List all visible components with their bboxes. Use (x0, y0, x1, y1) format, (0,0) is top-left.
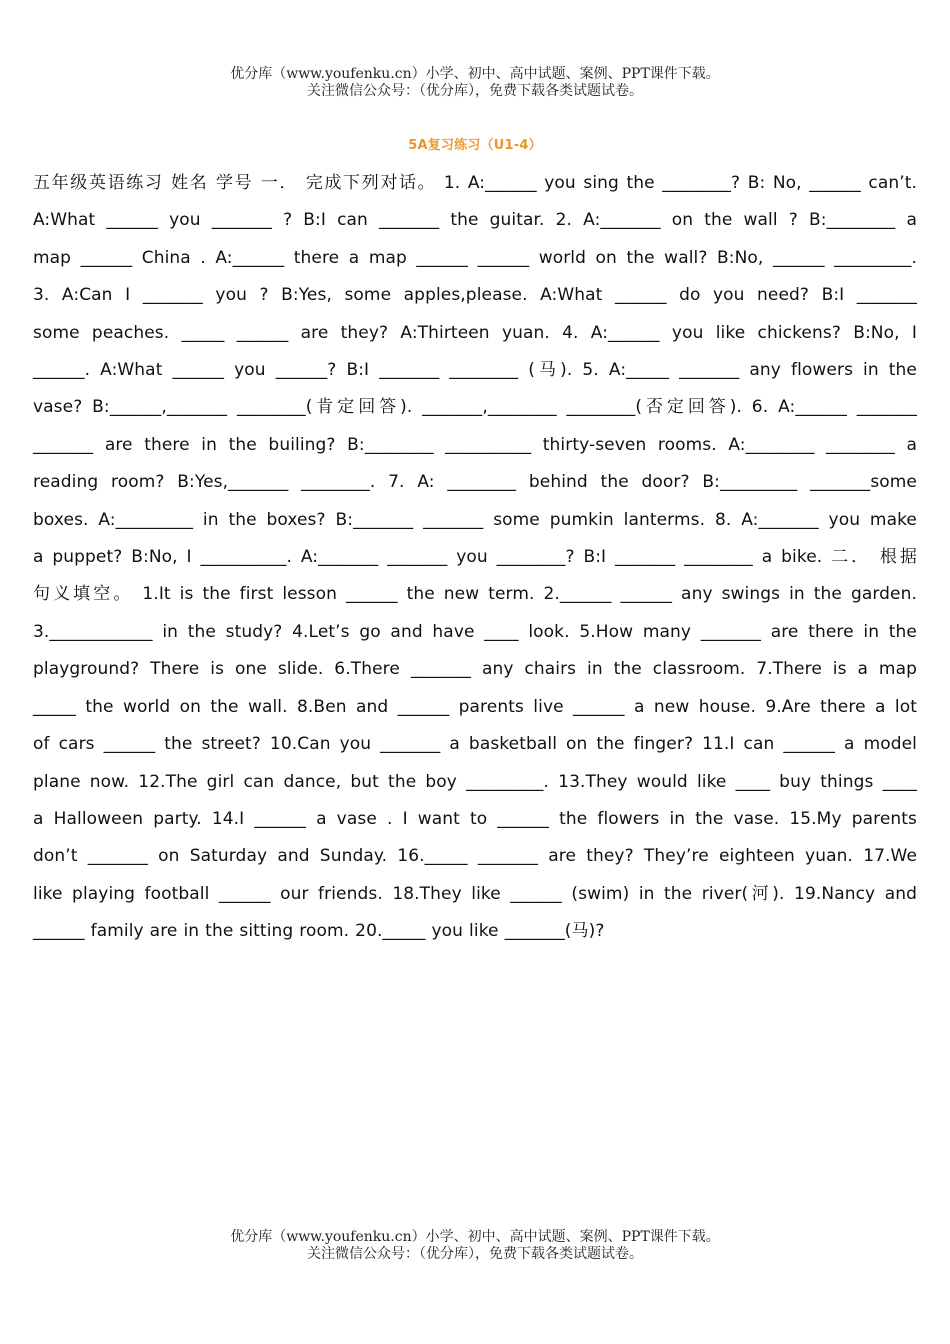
header-line-2: 关注微信公众号：（优分库），免费下载各类试题试卷。 (307, 83, 643, 99)
text-line: vase? B:______,_______ ________(肯定回答). _______,________ ________(否定回答). 6. A:______ _______ (33, 397, 917, 418)
page-header (0, 66, 950, 100)
footer-line-1: 优分库（www.youfenku.cn）小学、初中、高中试题、案例、PPT课件下载。 (230, 1229, 720, 1245)
text-line: a Halloween party. 14.I ______ a vase . I want to ______ the flowers in the vase. 15.My parents (33, 808, 917, 829)
text-line: 3. A:Can I _______ you ? B:Yes, some apples,please. A:What ______ do you need? B:I _______ (33, 285, 917, 306)
text-line: reading room? B:Yes,_______ ________. 7. A: ________ behind the door? B:_________ _______some (33, 472, 917, 493)
text-line: _____ the world on the wall. 8.Ben and ______ parents live ______ a new house. 9.Are there a lot (33, 696, 917, 717)
footer-line-2: 关注微信公众号：（优分库），免费下载各类试题试卷。 (307, 1246, 643, 1262)
text-line: of cars ______ the street? 10.Can you _______ a basketball on the finger? 11.I can ______ a model (33, 734, 917, 755)
text-line: ______. A:What ______ you ______? B:I _______ ________ (马). 5. A:_____ _______ any flowers in the (33, 360, 917, 381)
text-line: 五年级英语练习 姓名 学号 一． 完成下列对话。 1. A:______ you sing the ________? B: No, ______ can’t. (33, 173, 917, 193)
exercise-body (33, 165, 917, 951)
text-line: playground? There is one slide. 6.There _______ any chairs in the classroom. 7.There is a map (33, 659, 917, 680)
page-footer (0, 1229, 950, 1263)
text-line: plane now. 12.The girl can dance, but the boy _________. 13.They would like ____ buy things ____ (33, 771, 917, 792)
text-line: some peaches. _____ ______ are they? A:Thirteen yuan. 4. A:______ you like chickens? B:No, I (33, 322, 917, 343)
text-line: _______ are there in the builing? B:________ __________ thirty-seven rooms. A:________ ________ a (33, 434, 917, 455)
text-line: A:What ______ you _______ ? B:I can _______ the guitar. 2. A:_______ on the wall ? B:________ a (33, 210, 917, 231)
text-line: like playing football ______ our friends. 18.They like ______ (swim) in the river(河). 19.Nancy and (33, 883, 917, 904)
text-line: don’t _______ on Saturday and Sunday. 16._____ _______ are they? They’re eighteen yuan. 17.We (33, 846, 917, 867)
text-line: boxes. A:_________ in the boxes? B:_______ _______ some pumkin lanterms. 8. A:_______ you make (33, 509, 917, 530)
text-line: 3.____________ in the study? 4.Let’s go and have ____ look. 5.How many _______ are there in the (33, 621, 917, 642)
header-line-1: 优分库（www.youfenku.cn）小学、初中、高中试题、案例、PPT课件下载。 (230, 66, 720, 82)
text-line: 句义填空。 1.It is the first lesson ______ the new term. 2.______ ______ any swings in the garden. (33, 584, 917, 605)
document-title: 5A复习练习（U1-4） (408, 138, 542, 153)
text-line: map ______ China . A:______ there a map ______ ______ world on the wall? B:No, ______ _________. (33, 247, 917, 268)
text-line: a puppet? B:No, I __________. A:_______ _______ you ________? B:I _______ ________ a bike. 二． 根据 (33, 547, 917, 568)
text-line: ______ family are in the sitting room. 20._____ you like _______(马)? (33, 921, 605, 942)
